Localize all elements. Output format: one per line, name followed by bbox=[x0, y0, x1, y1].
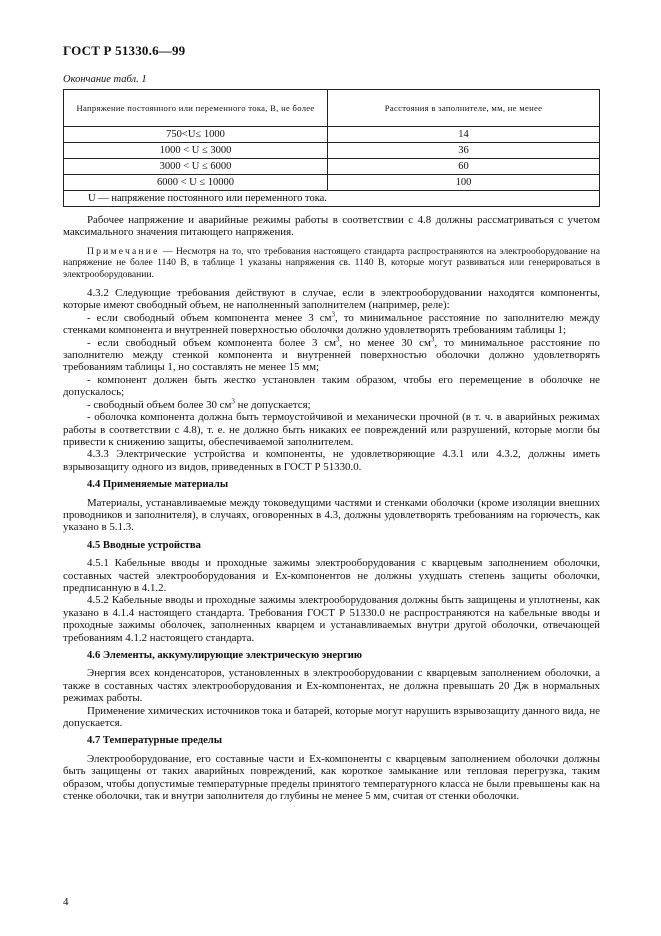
table-note: U — напряжение постоянного или переменного тока. bbox=[64, 191, 600, 207]
column-header-distance: Расстояния в заполнителе, мм, не менее bbox=[328, 90, 600, 127]
cell-distance: 60 bbox=[328, 159, 600, 175]
list-item-text: - если свободный объем компонента более 3 см bbox=[87, 336, 337, 349]
table-note-row bbox=[64, 191, 600, 207]
voltage-distance-table bbox=[63, 89, 600, 207]
paragraph-4-3-2: 4.3.2 Следующие требования действуют в случае, если в электрооборудовании находятся компоненты, которые имеют свободный объем, не наполненный заполнителем (например, реле): bbox=[63, 287, 600, 312]
paragraph-4-3-3: 4.3.3 Электрические устройства и компоненты, не удовлетворяющие 4.3.1 или 4.3.2, должны иметь взрывозащиту одного из видов, приведенных в ГОСТ Р 51330.0. bbox=[63, 448, 600, 473]
cell-voltage: 750<U≤ 1000 bbox=[64, 127, 328, 143]
section-heading-4-5: 4.5 Вводные устройства bbox=[87, 539, 201, 551]
cell-voltage: 1000 < U ≤ 3000 bbox=[64, 143, 328, 159]
list-item bbox=[63, 399, 600, 411]
table-row bbox=[64, 159, 600, 175]
paragraph-4-6-a: Энергия всех конденсаторов, установленных в электрооборудовании с кварцевым заполнением оболочки, а также в составных частях электрооборудования и Ех-компонентах, не должна превышать 20 Дж в нормальных режимах работы. bbox=[63, 667, 600, 705]
table-row bbox=[64, 143, 600, 159]
cell-distance: 100 bbox=[328, 175, 600, 191]
paragraph-4-5-2: 4.5.2 Кабельные вводы и проходные зажимы электрооборудования должны быть защищены и уплотнены, как указано в 4.1.4 настоящего стандарта. Требования ГОСТ Р 51330.0 не распространяются на кабельные вводы и проходные зажимы оболочек, заполненных кварцем и устанавливаемых внутри другой оболочки, отвечающей требованиям 4.1.2 настоящего стандарта. bbox=[63, 594, 600, 644]
cell-distance: 36 bbox=[328, 143, 600, 159]
paragraph-working-voltage: Рабочее напряжение и аварийные режимы работы в соответствии с 4.8 должны рассматриваться с учетом максимального значения питающего напряжения. bbox=[63, 214, 600, 239]
table-row bbox=[64, 127, 600, 143]
document-header: ГОСТ Р 51330.6—99 bbox=[63, 43, 186, 58]
list-item-text: - свободный объем более 30 см bbox=[87, 398, 232, 411]
paragraph-4-4: Материалы, устанавливаемые между токоведущими частями и стенками оболочки (кроме изоляции внешних проводников и заполнителя), в случаях, оговоренных в 4.3, должны удовлетворять требованиям на горючесть, как указано в 5.1.3. bbox=[63, 496, 600, 534]
paragraph-4-6-b: Применение химических источников тока и батарей, которые могут нарушить взрывозащиту данного вида, не допускается. bbox=[63, 704, 600, 730]
note-paragraph bbox=[63, 246, 600, 280]
superscript: 3 bbox=[331, 310, 335, 319]
table-caption: Окончание табл. 1 bbox=[63, 74, 147, 85]
column-header-voltage: Напряжение постоянного или переменного тока, В, не более bbox=[64, 90, 328, 127]
paragraph-4-7: Электрооборудование, его составные части и Ех-компоненты с кварцевым заполнением оболочки должны быть защищены от таких аварийных повреждений, как короткое замыкание или тепловая перегрузка, таким образом, чтобы допустимые температурные пределы принятого температурного класса не были превышены как на стенке оболочки, так и внутри заполнителя до глубины не менее 5 мм, считая от стенки оболочки. bbox=[63, 752, 600, 803]
list-item-text: , то минимальное расстояние по заполнителю между стенкой компонента и внутренней поверхностью оболочки должно удовлетворять требованиям таблицы 1, но составлять не менее 15 мм; bbox=[63, 336, 600, 374]
document-body bbox=[63, 214, 600, 802]
cell-voltage: 6000 < U ≤ 10000 bbox=[64, 175, 328, 191]
list-item-text: , то минимальное расстояние по заполнителю между стенками компонента и внутренней поверхностью оболочки должно удовлетворять требованиям таблицы 1; bbox=[63, 311, 600, 337]
section-heading-4-4: 4.4 Применяемые материалы bbox=[87, 479, 229, 491]
note-label: Примечание bbox=[87, 245, 160, 257]
superscript: 3 bbox=[336, 335, 340, 344]
section-heading-4-6: 4.6 Элементы, аккумулирующие электрическую энергию bbox=[87, 650, 362, 661]
list-item bbox=[63, 312, 600, 337]
superscript: 3 bbox=[430, 335, 435, 344]
paragraph-4-5-1: 4.5.1 Кабельные вводы и проходные зажимы электрооборудования с кварцевым заполнением оболочки, составных частей электрооборудования и Ех-компонентов не должны ухудшать степень защиты оболочки, предписанную в 4.1.2. bbox=[63, 557, 600, 594]
list-item-text: не допускается; bbox=[234, 398, 311, 411]
superscript: 3 bbox=[231, 397, 235, 406]
cell-voltage: 3000 < U ≤ 6000 bbox=[64, 159, 328, 175]
table-row bbox=[64, 175, 600, 191]
cell-distance: 14 bbox=[328, 127, 600, 143]
note-text: — Несмотря на то, что требования настоящего стандарта распространяются на электрооборудование на напряжение не более 1140 В, в таблице 1 указаны напряжения св. 1140 В, которые могут развиваться или генерироваться в электрооборудовании. bbox=[63, 245, 600, 280]
list-item bbox=[63, 337, 600, 374]
list-item-text: - если свободный объем компонента менее 3 см bbox=[87, 311, 332, 324]
page-number: 4 bbox=[63, 896, 69, 908]
section-heading-4-7: 4.7 Температурные пределы bbox=[87, 735, 223, 747]
list-item: - компонент должен быть жестко установлен таким образом, чтобы его перемещение в оболочке не допускалось; bbox=[63, 373, 600, 399]
list-item-text: , но менее 30 см bbox=[339, 336, 431, 349]
table-header-row bbox=[64, 90, 600, 127]
list-item: - оболочка компонента должна быть термоустойчивой и механически прочной (в т. ч. в аварийных режимах работы в соответствии с 4.8), т. е. не должно быть никаких ее повреждений или разрушений, которые могли бы привести к снижению защиты, обеспечиваемой заполнителем. bbox=[63, 411, 600, 448]
